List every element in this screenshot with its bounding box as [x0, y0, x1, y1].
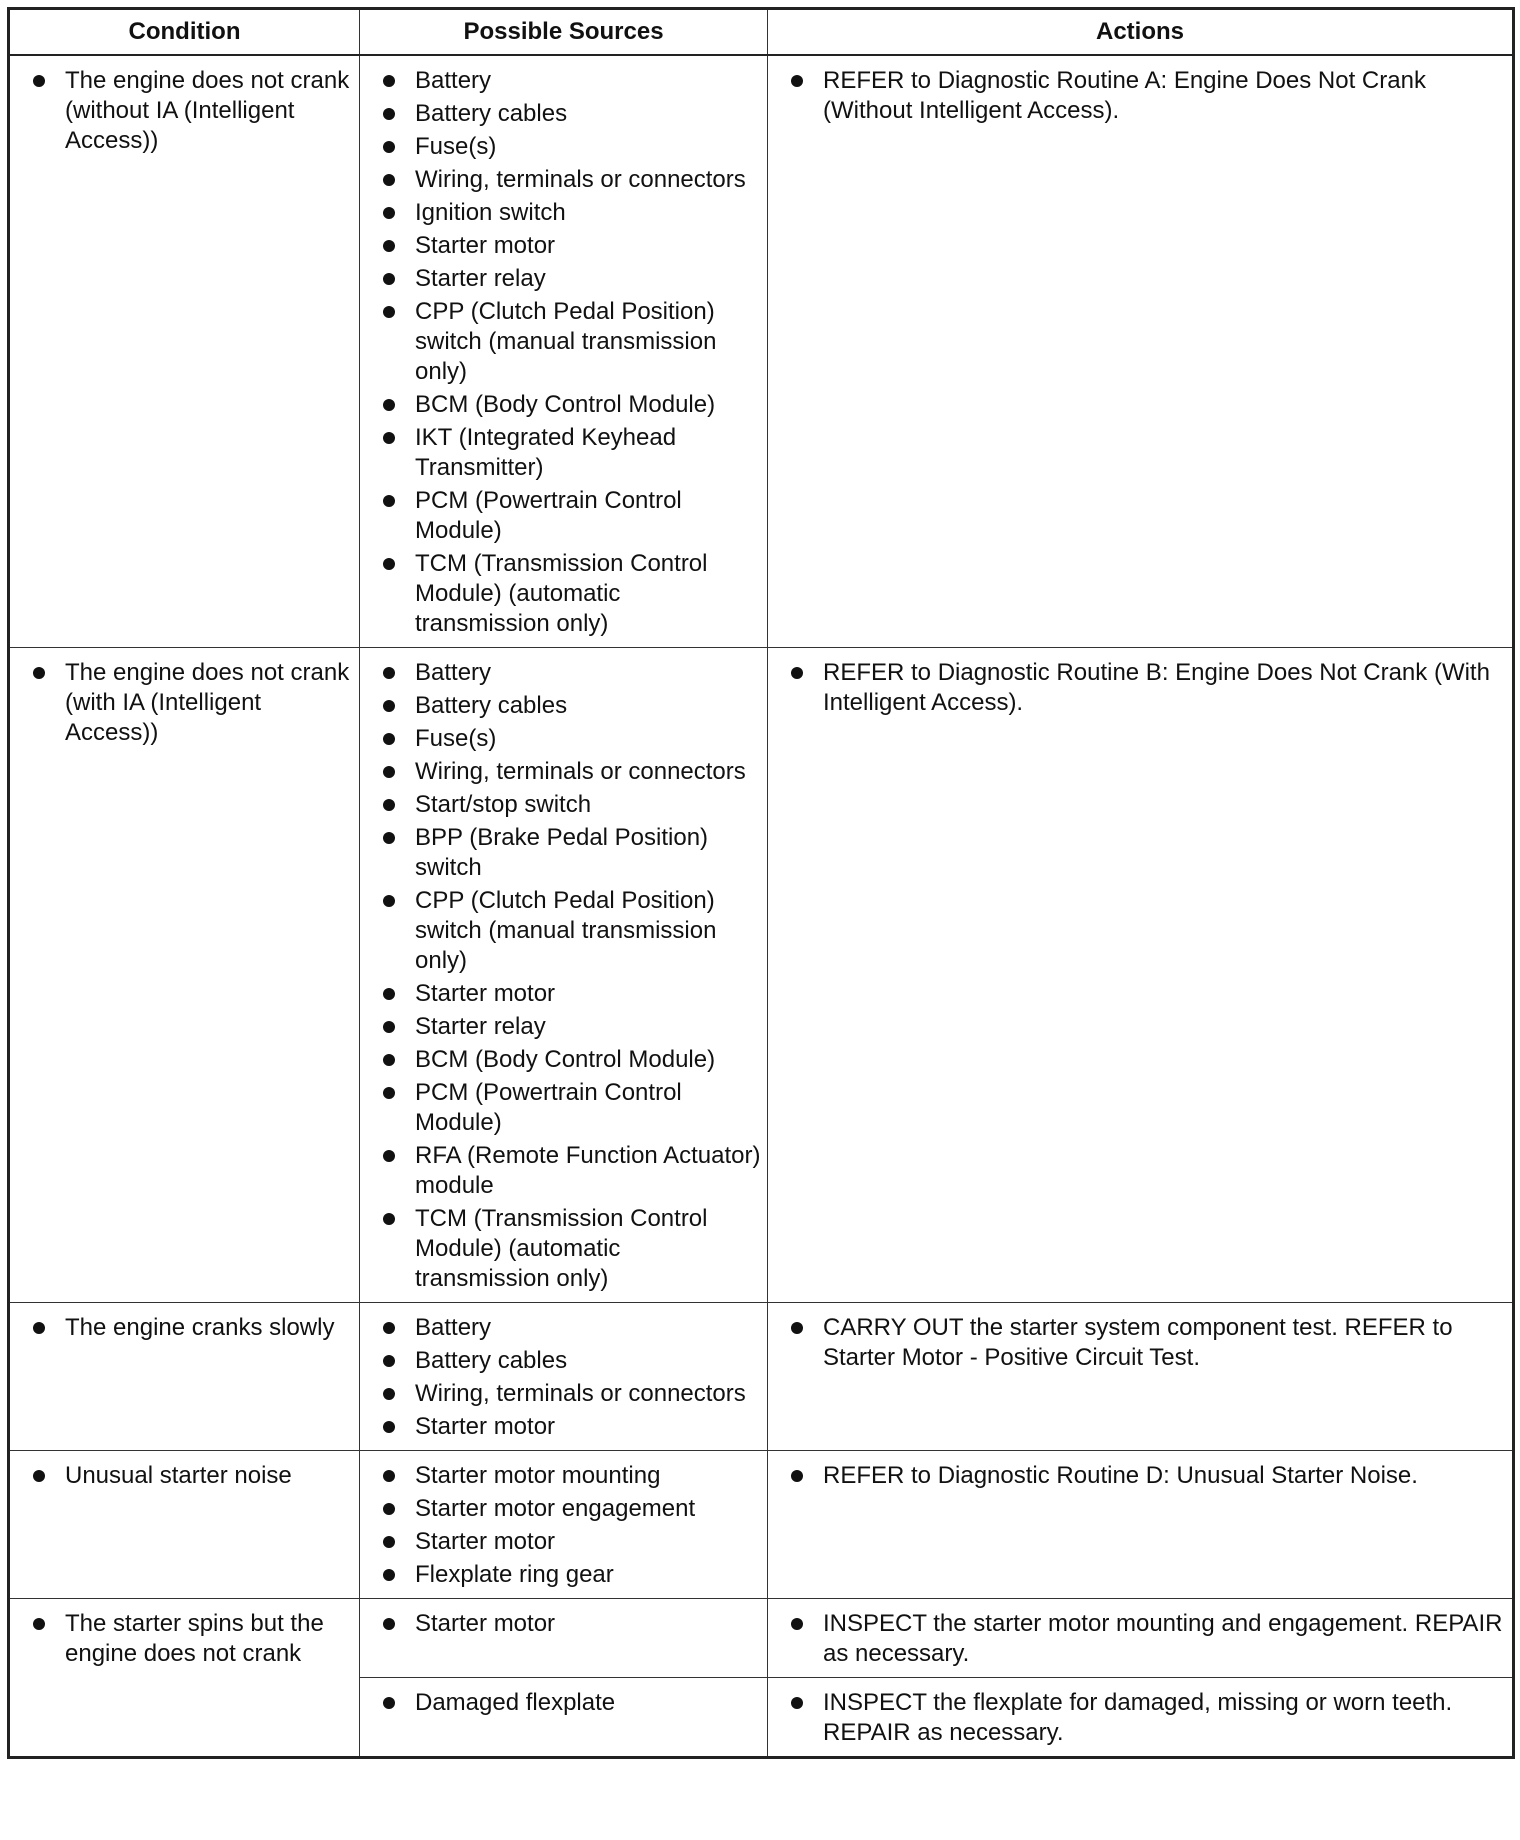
bullet-icon — [383, 1421, 395, 1433]
bullet-icon — [383, 1470, 395, 1482]
bullet-icon — [383, 174, 395, 186]
header-condition: Condition — [9, 9, 360, 56]
bullet-icon — [383, 766, 395, 778]
condition-cell — [9, 55, 360, 648]
bullet-icon — [383, 1054, 395, 1066]
bullet-icon — [383, 240, 395, 252]
source-item: Wiring, terminals or connectors — [380, 165, 761, 195]
action-item: CARRY OUT the starter system component test. REFER to Starter Motor - Positive Circuit Test. — [788, 1313, 1506, 1373]
condition-cell — [9, 1303, 360, 1451]
sources-cell — [360, 1599, 768, 1678]
bullet-icon — [383, 1355, 395, 1367]
bullet-icon — [383, 733, 395, 745]
source-item: CPP (Clutch Pedal Position) switch (manual transmission only) — [380, 886, 761, 976]
source-item: TCM (Transmission Control Module) (automatic transmission only) — [380, 1204, 761, 1294]
condition-item: The starter spins but the engine does not crank — [30, 1609, 353, 1669]
bullet-icon — [383, 1536, 395, 1548]
action-cell — [768, 1599, 1514, 1678]
source-item: Flexplate ring gear — [380, 1560, 761, 1590]
source-item: Battery cables — [380, 99, 761, 129]
action-cell — [768, 648, 1514, 1303]
source-item: Starter motor — [380, 231, 761, 261]
bullet-icon — [383, 108, 395, 120]
bullet-icon — [33, 75, 45, 87]
sources-cell — [360, 1451, 768, 1599]
condition-cell — [9, 648, 360, 1303]
source-item: BCM (Body Control Module) — [380, 1045, 761, 1075]
bullet-icon — [383, 495, 395, 507]
bullet-icon — [383, 558, 395, 570]
bullet-icon — [383, 832, 395, 844]
action-item: REFER to Diagnostic Routine B: Engine Does Not Crank (With Intelligent Access). — [788, 658, 1506, 718]
bullet-icon — [383, 306, 395, 318]
source-item: IKT (Integrated Keyhead Transmitter) — [380, 423, 761, 483]
bullet-icon — [383, 799, 395, 811]
symptom-chart-table — [7, 7, 1515, 1759]
condition-item: The engine does not crank (with IA (Intelligent Access)) — [30, 658, 353, 748]
bullet-icon — [383, 1087, 395, 1099]
bullet-icon — [383, 1021, 395, 1033]
bullet-icon — [791, 75, 803, 87]
sources-cell — [360, 1303, 768, 1451]
bullet-icon — [383, 1697, 395, 1709]
bullet-icon — [383, 1150, 395, 1162]
sources-cell — [360, 1678, 768, 1758]
sources-cell — [360, 55, 768, 648]
source-item: TCM (Transmission Control Module) (automatic transmission only) — [380, 549, 761, 639]
header-actions: Actions — [768, 9, 1514, 56]
bullet-icon — [791, 1697, 803, 1709]
bullet-icon — [383, 207, 395, 219]
condition-cell — [9, 1451, 360, 1599]
header-possible-sources: Possible Sources — [360, 9, 768, 56]
table-row — [9, 1451, 1514, 1599]
bullet-icon — [383, 1503, 395, 1515]
bullet-icon — [383, 75, 395, 87]
bullet-icon — [383, 1322, 395, 1334]
bullet-icon — [791, 1470, 803, 1482]
action-cell — [768, 55, 1514, 648]
source-item: Battery — [380, 1313, 761, 1343]
bullet-icon — [383, 141, 395, 153]
bullet-icon — [383, 700, 395, 712]
source-item: Battery — [380, 66, 761, 96]
sources-cell — [360, 648, 768, 1303]
source-item: Battery — [380, 658, 761, 688]
bullet-icon — [383, 667, 395, 679]
source-item: Ignition switch — [380, 198, 761, 228]
header-row — [9, 9, 1514, 56]
bullet-icon — [383, 1569, 395, 1581]
source-item: Wiring, terminals or connectors — [380, 757, 761, 787]
source-item: Wiring, terminals or connectors — [380, 1379, 761, 1409]
condition-cell — [9, 1599, 360, 1758]
source-item: BPP (Brake Pedal Position) switch — [380, 823, 761, 883]
bullet-icon — [33, 1322, 45, 1334]
source-item: Battery cables — [380, 691, 761, 721]
bullet-icon — [383, 273, 395, 285]
source-item: Starter motor — [380, 1412, 761, 1442]
diagnostic-page — [7, 7, 1512, 1759]
bullet-icon — [383, 1388, 395, 1400]
source-item: Damaged flexplate — [380, 1688, 761, 1718]
source-item: Battery cables — [380, 1346, 761, 1376]
bullet-icon — [383, 895, 395, 907]
source-item: Starter motor — [380, 979, 761, 1009]
action-item: REFER to Diagnostic Routine A: Engine Does Not Crank (Without Intelligent Access). — [788, 66, 1506, 126]
source-item: CPP (Clutch Pedal Position) switch (manual transmission only) — [380, 297, 761, 387]
condition-item: Unusual starter noise — [30, 1461, 353, 1491]
action-cell — [768, 1678, 1514, 1758]
bullet-icon — [383, 1213, 395, 1225]
source-item: Starter relay — [380, 264, 761, 294]
source-item: Starter motor engagement — [380, 1494, 761, 1524]
source-item: Starter motor — [380, 1527, 761, 1557]
bullet-icon — [791, 667, 803, 679]
condition-item: The engine cranks slowly — [30, 1313, 353, 1343]
action-cell — [768, 1451, 1514, 1599]
bullet-icon — [33, 1618, 45, 1630]
source-item: Fuse(s) — [380, 132, 761, 162]
bullet-icon — [383, 988, 395, 1000]
source-item: PCM (Powertrain Control Module) — [380, 1078, 761, 1138]
source-item: Starter motor mounting — [380, 1461, 761, 1491]
bullet-icon — [791, 1322, 803, 1334]
source-item: Starter motor — [380, 1609, 761, 1639]
condition-item: The engine does not crank (without IA (Intelligent Access)) — [30, 66, 353, 156]
source-item: RFA (Remote Function Actuator) module — [380, 1141, 761, 1201]
source-item: Start/stop switch — [380, 790, 761, 820]
source-item: PCM (Powertrain Control Module) — [380, 486, 761, 546]
source-item: Starter relay — [380, 1012, 761, 1042]
bullet-icon — [791, 1618, 803, 1630]
action-item: REFER to Diagnostic Routine D: Unusual Starter Noise. — [788, 1461, 1506, 1491]
table-row — [9, 648, 1514, 1303]
bullet-icon — [33, 667, 45, 679]
bullet-icon — [33, 1470, 45, 1482]
source-item: BCM (Body Control Module) — [380, 390, 761, 420]
source-item: Fuse(s) — [380, 724, 761, 754]
table-row — [9, 1599, 1514, 1678]
action-item: INSPECT the starter motor mounting and engagement. REPAIR as necessary. — [788, 1609, 1506, 1669]
table-row — [9, 1303, 1514, 1451]
bullet-icon — [383, 399, 395, 411]
table-row — [9, 55, 1514, 648]
bullet-icon — [383, 432, 395, 444]
bullet-icon — [383, 1618, 395, 1630]
action-item: INSPECT the flexplate for damaged, missing or worn teeth. REPAIR as necessary. — [788, 1688, 1506, 1748]
action-cell — [768, 1303, 1514, 1451]
